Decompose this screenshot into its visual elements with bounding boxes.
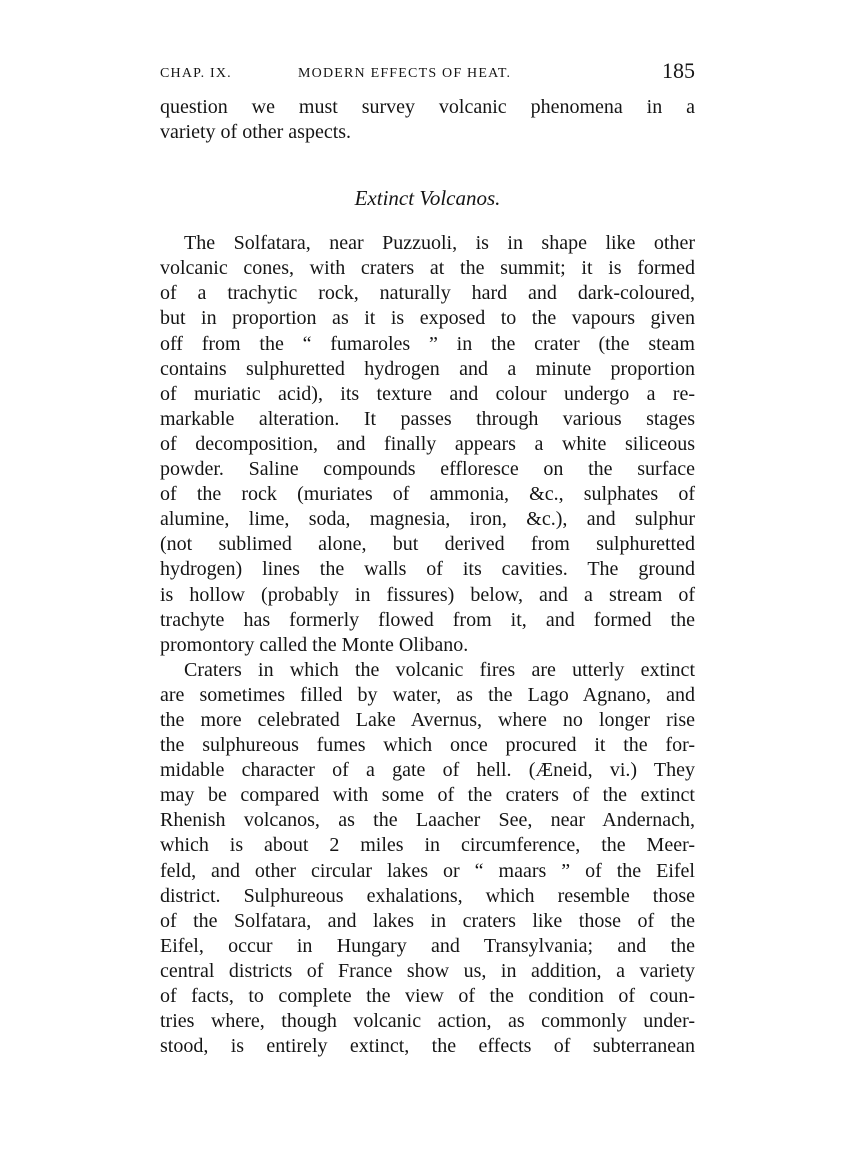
- paragraph-craters: [160, 658, 695, 1060]
- book-page: [160, 58, 695, 1059]
- text-line: of muriatic acid), its texture and colour undergo a re-: [160, 382, 695, 405]
- text-line: the more celebrated Lake Avernus, where no longer rise: [160, 708, 695, 731]
- text-line: feld, and other circular lakes or “ maars ” of the Eifel: [160, 859, 695, 882]
- text-line: central districts of France show us, in addition, a variety: [160, 959, 695, 982]
- text-line: Rhenish volcanos, as the Laacher See, near Andernach,: [160, 809, 695, 832]
- text-line: of a trachytic rock, naturally hard and dark-coloured,: [160, 282, 695, 305]
- text-line: may be compared with some of the craters of the extinct: [160, 784, 695, 807]
- text-line: hydrogen) lines the walls of its cavities. The ground: [160, 558, 695, 581]
- text-line: alumine, lime, soda, magnesia, iron, &c.), and sulphur: [160, 508, 695, 531]
- running-header: [160, 58, 695, 88]
- text-line: but in proportion as it is exposed to the vapours given: [160, 307, 695, 330]
- text-line: district. Sulphureous exhalations, which resemble those: [160, 884, 695, 907]
- text-line: tries where, though volcanic action, as commonly under-: [160, 1010, 695, 1033]
- page-number: 185: [662, 58, 695, 83]
- text-line: of facts, to complete the view of the condition of coun-: [160, 985, 695, 1007]
- text-line: midable character of a gate of hell. (Æneid, vi.) They: [160, 759, 695, 782]
- text-line: promontory called the Monte Olibano.: [160, 633, 469, 656]
- text-line: (not sublimed alone, but derived from sulphuretted: [160, 533, 695, 556]
- text-line: which is about 2 miles in circumference, the Meer-: [160, 834, 695, 857]
- text-line: powder. Saline compounds effloresce on the surface: [160, 458, 695, 481]
- text-line: is hollow (probably in fissures) below, and a stream of: [160, 583, 695, 606]
- paragraph-solfatara: [160, 231, 695, 658]
- text-line: stood, is entirely extinct, the effects of subterranean: [160, 1035, 695, 1058]
- text-line: of decomposition, and finally appears a white siliceous: [160, 432, 695, 455]
- text-line: Eifel, occur in Hungary and Transylvania; and the: [160, 934, 695, 957]
- running-title: MODERN EFFECTS OF HEAT.: [298, 66, 512, 81]
- text-line: question we must survey volcanic phenomena in a: [160, 96, 695, 118]
- text-line: variety of other aspects.: [160, 121, 352, 144]
- text-line: trachyte has formerly flowed from it, and formed the: [160, 608, 695, 631]
- text-line: contains sulphuretted hydrogen and a minute proportion: [160, 357, 695, 380]
- text-line: volcanic cones, with craters at the summit; it is formed: [160, 257, 695, 280]
- continuation-paragraph: [160, 95, 695, 145]
- text-line: are sometimes filled by water, as the Lago Agnano, and: [160, 683, 695, 706]
- text-line: of the Solfatara, and lakes in craters like those of the: [160, 909, 695, 932]
- text-line: of the rock (muriates of ammonia, &c., sulphates of: [160, 483, 695, 506]
- text-line: markable alteration. It passes through various stages: [160, 407, 695, 430]
- text-line: The Solfatara, near Puzzuoli, is in shape like other: [184, 232, 695, 255]
- section-heading: Extinct Volcanos.: [354, 186, 501, 211]
- text-line: Craters in which the volcanic fires are utterly extinct: [184, 658, 695, 681]
- text-line: off from the “ fumaroles ” in the crater (the steam: [160, 332, 695, 355]
- chapter-label: CHAP. IX.: [160, 66, 232, 81]
- text-line: the sulphureous fumes which once procured it the for-: [160, 734, 695, 757]
